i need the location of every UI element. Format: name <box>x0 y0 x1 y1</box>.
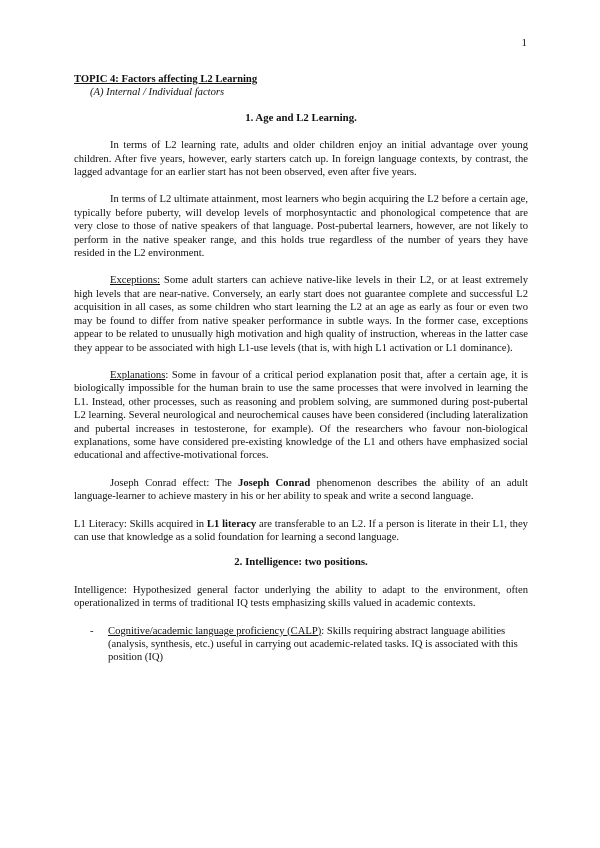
conrad-text-a: Joseph Conrad effect: The <box>110 477 239 489</box>
section-heading-intelligence: 2. Intelligence: two positions. <box>234 556 368 569</box>
conrad-bold: Joseph Conrad <box>238 477 311 489</box>
paragraph-l1-literacy <box>74 518 528 545</box>
exceptions-text: Some adult starters can achieve native-like levels in their L2, or at least extremely high levels that are near-native. Conversely, an early start does not guarantee complete and successful L2 acquisition in all cases, as some children who start learning the L2 at an age as early as four or even two may be found to differ from native speaker performance in subtle ways. In the former case, exceptions appear to be related to unusually high motivation and high quality of instruction, whereas in the latter case they appear to be associated with high L1-use levels (that is, with high L1 activation or L1 dominance). <box>74 275 528 354</box>
conrad-text-b: phenomenon describes the ability of an adult language-learner to achieve mastery in his or her ability to speak and write a second language. <box>74 477 528 503</box>
explanations-label: Explanations <box>110 369 166 381</box>
page-number: 1 <box>521 37 527 49</box>
section-heading-age: 1. Age and L2 Learning. <box>245 111 357 124</box>
document-body <box>74 73 528 665</box>
paragraph-explanations <box>74 369 528 463</box>
literacy-text-b: are transferable to an L2. If a person is literate in their L1, they can use that knowledge as a solid foundation for learning a second language. <box>74 518 528 543</box>
paragraph-conrad-effect <box>74 477 528 504</box>
calp-text: : Skills requiring abstract language abilities (analysis, synthesis, etc.) useful in carrying out academic-related tasks. IQ is associated with this position (IQ) <box>108 625 518 664</box>
subsection-label: (A) Internal / Individual factors <box>90 87 225 99</box>
subsection-heading <box>74 86 528 99</box>
paragraph-ultimate-attainment: In terms of L2 ultimate attainment, most learners who begin acquiring the L2 before a certain age, typically before puberty, will develop levels of morphosyntactic and phonological competence that are very close to those of native speakers of that language. Post-pubertal learners, however, are not likely to perform in the native speaker range, and this holds true regardless of the number of years they have resided in the L2 environment. <box>74 194 528 260</box>
document-title: TOPIC 4: Factors affecting L2 Learning <box>74 74 258 85</box>
calp-label: Cognitive/academic language proficiency (CALP) <box>108 625 322 637</box>
exceptions-label: Exceptions: <box>110 275 161 287</box>
explanations-text: : Some in favour of a critical period explanation posit that, after a certain age, it is biologically impossible for the human brain to use the same processes that were involved in learning the L1. Instead, other processes, such as reasoning and problem solving, are summoned during post-pubertal L2 learning. Several neurological and neurochemical causes have been considered (including lateralization and pubertal increases in testosterone, for example). Of the researchers who favour non-biological explanations, some have considered pre-existing knowledge of the L1 and others have emphasized social educational and affective-motivational forces. <box>74 369 528 462</box>
bullet-text <box>108 625 528 665</box>
bullet-dash: - <box>90 625 94 637</box>
literacy-bold: L1 literacy <box>206 518 257 530</box>
paragraph-learning-rate: In terms of L2 learning rate, adults and older children enjoy an initial advantage over young children. After five years, however, early starters catch up. In foreign language contexts, by contrast, the lagged advantage for an earlier start has not been observed, even after five years. <box>74 140 528 179</box>
paragraph-exceptions <box>74 274 528 354</box>
paragraph-intelligence: Intelligence: Hypothesized general factor underlying the ability to adapt to the environment, often operationalized in terms of traditional IQ tests emphasizing skills valued in academic contexts. <box>74 584 528 610</box>
literacy-text-a: L1 Literacy: Skills acquired in <box>74 518 207 530</box>
list-item-calp <box>74 625 528 665</box>
